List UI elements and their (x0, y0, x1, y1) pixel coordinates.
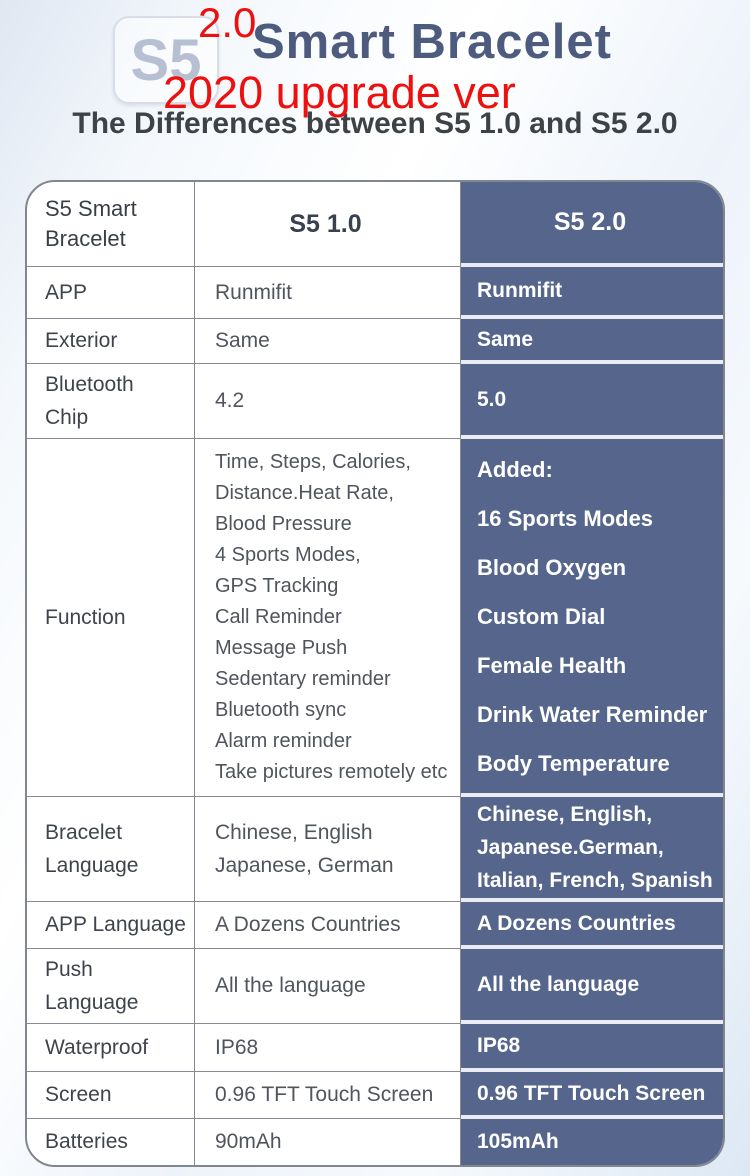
s5-2-value-cell (461, 949, 723, 1024)
value-line: Function (45, 605, 126, 629)
page-title: Smart Bracelet (252, 15, 612, 69)
value-line: Blood Pressure (215, 513, 352, 535)
header-section (0, 0, 750, 180)
feature-cell (27, 797, 195, 902)
value-line: All the language (215, 974, 366, 997)
value-line: Female Health (477, 652, 627, 678)
value-line: Italian, French, Spanish (477, 869, 713, 892)
feature-cell (27, 439, 195, 797)
s5-2-value-cell (461, 797, 723, 902)
value-line: Screen (45, 1083, 112, 1106)
logo-version-label: 2.0 (198, 0, 257, 46)
s5-1-value-cell (195, 949, 461, 1024)
header-s5-2-cell: S5 2.0 (461, 182, 723, 267)
value-line: Chinese, English, (477, 803, 653, 826)
value-line: 0.96 TFT Touch Screen (477, 1081, 706, 1105)
feature-cell (27, 1024, 195, 1072)
value-line: Distance.Heat Rate, (215, 482, 394, 504)
feature-cell (27, 1119, 195, 1165)
value-line: GPS Tracking (215, 575, 339, 597)
value-line: Language (45, 854, 139, 877)
value-line: 16 Sports Modes (477, 505, 654, 531)
value-line: Same (215, 329, 270, 352)
s5-1-value-cell (195, 319, 461, 364)
value-line: Chip (45, 406, 89, 429)
value-line: Custom Dial (477, 603, 606, 629)
s5-2-value-cell (461, 1072, 723, 1119)
s5-1-value-cell (195, 364, 461, 439)
s5-2-value-cell (461, 267, 723, 319)
s5-1-value-cell (195, 1024, 461, 1072)
header-feature-line: S5 Smart (45, 196, 137, 221)
s5-1-value-cell (195, 267, 461, 319)
value-line: Runmifit (477, 279, 563, 302)
value-line: Added: (477, 456, 553, 482)
s5-2-value-cell (461, 1119, 723, 1165)
s5-1-value-cell (195, 902, 461, 949)
value-line: APP (45, 280, 88, 304)
s5-2-value-cell (461, 902, 723, 949)
value-line: Batteries (45, 1130, 128, 1153)
table-row (27, 364, 723, 439)
feature-cell (27, 1072, 195, 1119)
header-feature-line: Bracelet (45, 226, 126, 251)
s5-1-value-cell (195, 1119, 461, 1165)
feature-cell (27, 364, 195, 439)
s5-2-value-cell (461, 439, 723, 797)
value-line: Japanese, German (215, 854, 394, 877)
feature-cell (27, 319, 195, 364)
value-line: Same (477, 327, 534, 351)
feature-cell (27, 267, 195, 319)
table-row (27, 949, 723, 1024)
s5-2-value-cell (461, 1024, 723, 1072)
value-line: Body Temperature (477, 750, 670, 776)
header-feature-cell (27, 182, 195, 267)
table-row (27, 1024, 723, 1072)
table-header-row (27, 182, 723, 267)
value-line: Time, Steps, Calories, (215, 451, 411, 473)
value-line: Waterproof (45, 1035, 149, 1059)
value-line: Push (45, 958, 93, 981)
value-line: Runmifit (215, 280, 293, 304)
value-line: Chinese, English (215, 821, 373, 844)
value-line: Blood Oxygen (477, 554, 627, 580)
value-line: Bluetooth sync (215, 699, 347, 721)
s5-2-value-cell (461, 364, 723, 439)
table-row (27, 1072, 723, 1119)
value-line: Language (45, 991, 139, 1014)
value-line: 5.0 (477, 387, 507, 411)
value-line: Call Reminder (215, 606, 342, 628)
value-line: 90mAh (215, 1130, 282, 1153)
table-row (27, 797, 723, 902)
value-line: Alarm reminder (215, 730, 352, 752)
value-line: Exterior (45, 329, 118, 352)
value-line: Bracelet (45, 821, 123, 844)
value-line: Japanese.German, (477, 836, 664, 859)
s5-logo-text: S5 (130, 27, 202, 93)
value-line: 4 Sports Modes, (215, 544, 361, 566)
feature-cell (27, 902, 195, 949)
value-line: Take pictures remotely etc (215, 761, 448, 783)
value-line: All the language (477, 972, 640, 996)
value-line: Sedentary reminder (215, 668, 391, 690)
value-line: IP68 (477, 1034, 521, 1057)
comparison-subtitle: The Differences between S5 1.0 and S5 2.0 (72, 107, 678, 140)
upgrade-version-label: 2020 upgrade ver (163, 67, 516, 118)
value-line: APP Language (45, 913, 186, 936)
value-line: Message Push (215, 637, 348, 659)
value-line: Drink Water Reminder (477, 701, 708, 727)
comparison-table (25, 180, 725, 1167)
table-row (27, 439, 723, 797)
value-line: 0.96 TFT Touch Screen (215, 1083, 434, 1106)
value-line: A Dozens Countries (215, 913, 401, 936)
table-row (27, 902, 723, 949)
s5-2-value-cell (461, 319, 723, 364)
value-line: 105mAh (477, 1130, 559, 1153)
feature-cell (27, 949, 195, 1024)
value-line: 4.2 (215, 389, 245, 412)
s5-1-value-cell (195, 1072, 461, 1119)
table-row (27, 267, 723, 319)
table-body (27, 267, 723, 1165)
s5-1-value-cell (195, 797, 461, 902)
table-row (27, 319, 723, 364)
header-s5-1-cell: S5 1.0 (195, 182, 461, 267)
table-row (27, 1119, 723, 1165)
value-line: Bluetooth (45, 373, 134, 396)
s5-1-value-cell (195, 439, 461, 797)
value-line: IP68 (215, 1035, 259, 1059)
value-line: A Dozens Countries (477, 911, 676, 935)
